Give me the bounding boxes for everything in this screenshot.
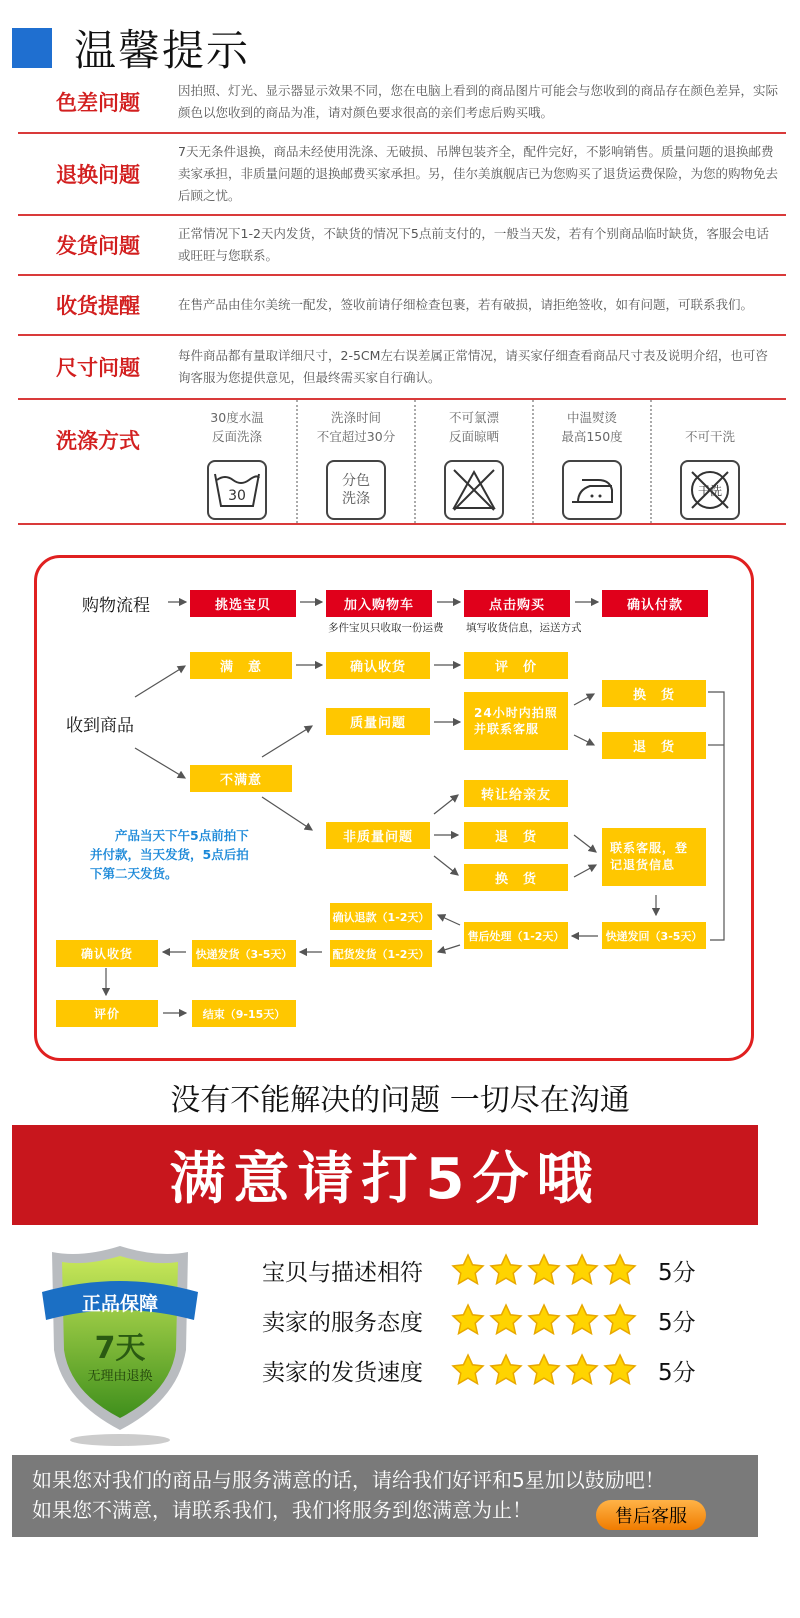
notice-text: 7天无条件退换，商品未经使用洗涤、无破损、吊牌包装齐全，配件完好，不影响销售。质量问题的退换邮费卖家承担，非质量问题的退换邮费买家承担。另，佳尔美旗舰店已为您购买了退货运费保险，为您的购物免去后顾之忧。	[178, 144, 779, 203]
box-after-sale: 售后处理（1-2天）	[464, 922, 568, 949]
notice-label: 色差问题	[56, 91, 140, 115]
slogan: 没有不能解决的问题 一切尽在沟通	[170, 1083, 630, 1118]
star-icon	[602, 1252, 638, 1288]
rating-label: 卖家的服务态度	[262, 1309, 423, 1336]
wash-tub-icon	[207, 460, 267, 520]
star-icon	[450, 1352, 486, 1388]
notice-row-size	[18, 336, 786, 400]
footer-line-2: 如果您不满意，请联系我们，我们将服务到您满意为止！	[32, 1498, 532, 1522]
notice-text: 在售产品由佳尔美统一配发，签收前请仔细检查包裹，若有破损，请拒绝签收，如有问题，可联系我们。	[178, 297, 754, 312]
guarantee-shield-icon	[40, 1240, 200, 1450]
notice-row-shipping	[18, 216, 786, 276]
svg-text:干洗: 干洗	[697, 484, 723, 498]
box-contact-service: 联系客服，登记退货信息	[602, 828, 706, 886]
no-dry-clean-icon	[680, 460, 740, 520]
wash-row	[18, 400, 786, 525]
rating-label: 宝贝与描述相符	[262, 1259, 423, 1286]
box-end: 结束（9-15天）	[192, 1000, 296, 1027]
notice-label: 收货提醒	[56, 294, 140, 318]
step-select: 挑选宝贝	[190, 590, 296, 617]
notice-label: 退换问题	[56, 163, 140, 187]
box-express: 快递发货（3-5天）	[192, 940, 296, 967]
wash-item: 不可氯漂 反面晾晒	[414, 400, 532, 523]
notice-row-receipt	[18, 276, 786, 336]
rating-value: 5分	[658, 1359, 696, 1386]
shopping-flow-label: 购物流程	[82, 596, 150, 616]
box-review: 评 价	[464, 652, 568, 679]
box-non-quality: 非质量问题	[326, 822, 430, 849]
notice-row-return	[18, 134, 786, 216]
separate-wash-icon: 分色洗涤	[326, 460, 386, 520]
star-icon	[488, 1352, 524, 1388]
step-cart: 加入购物车	[326, 590, 432, 617]
step-note-info: 填写收货信息，运送方式	[466, 622, 582, 634]
header-square-icon	[12, 28, 52, 68]
star-rating	[450, 1352, 650, 1388]
box-satisfied: 满 意	[190, 652, 292, 679]
shipping-note: 产品当天下午5点前拍下并付款，当天发货，5点后拍下第二天发货。	[90, 828, 249, 881]
star-icon	[526, 1352, 562, 1388]
wash-item: 中温熨烫 最高150度	[532, 400, 650, 523]
box-unsatisfied: 不满意	[190, 765, 292, 792]
wash-item: 30度水温 反面洗涤 30	[178, 400, 296, 523]
wash-item: 不可干洗 干洗	[650, 400, 768, 523]
rating-row	[262, 1350, 722, 1390]
star-icon	[564, 1252, 600, 1288]
svg-text:正品保障: 正品保障	[81, 1293, 159, 1315]
star-icon	[450, 1252, 486, 1288]
star-icon	[602, 1302, 638, 1338]
step-buy: 点击购买	[464, 590, 570, 617]
wash-item: 洗涤时间 不宜超过30分 分色洗涤	[296, 400, 414, 523]
box-confirm-receipt: 确认收货	[326, 652, 430, 679]
after-sale-service-button[interactable]: 售后客服	[596, 1500, 706, 1530]
notice-row-color	[18, 72, 786, 134]
rating-value: 5分	[658, 1309, 696, 1336]
iron-icon	[562, 460, 622, 520]
star-icon	[564, 1302, 600, 1338]
box-review2: 评价	[56, 1000, 158, 1027]
svg-text:无理由退换: 无理由退换	[87, 1369, 153, 1384]
rating-row	[262, 1250, 722, 1290]
box-return2: 退 货	[464, 822, 568, 849]
notice-label: 洗涤方式	[56, 429, 140, 453]
box-exchange: 换 货	[602, 680, 706, 707]
notice-text: 因拍照、灯光、显示器显示效果不同，您在电脑上看到的商品图片可能会与您收到的商品存在颜色差异，实际颜色以您收到的商品为准，请对颜色要求很高的亲们考虑后购买哦。	[178, 83, 779, 120]
receive-label: 收到商品	[66, 716, 134, 736]
box-return: 退 货	[602, 732, 706, 759]
star-icon	[526, 1302, 562, 1338]
star-icon	[488, 1252, 524, 1288]
box-photo-contact: 24小时内拍照并联系客服	[464, 692, 568, 750]
star-icon	[450, 1302, 486, 1338]
step-note-freight: 多件宝贝只收取一份运费	[328, 622, 444, 634]
star-icon	[526, 1252, 562, 1288]
box-transfer: 转让给亲友	[464, 780, 568, 807]
box-confirm-receipt2: 确认收货	[56, 940, 158, 967]
star-icon	[602, 1352, 638, 1388]
footer-line-1: 如果您对我们的商品与服务满意的话，请给我们好评和5星加以鼓励吧！	[32, 1468, 665, 1492]
box-dispatch: 配货发货（1-2天）	[330, 940, 432, 967]
rating-label: 卖家的发货速度	[262, 1359, 423, 1386]
box-ship-back: 快递发回（3-5天）	[602, 922, 706, 949]
box-exchange2: 换 货	[464, 864, 568, 891]
svg-text:7天: 7天	[94, 1331, 146, 1366]
box-refund-confirm: 确认退款（1-2天）	[330, 903, 432, 930]
notice-text: 每件商品都有量取详细尺寸，2-5CM左右误差属正常情况，请买家仔细查看商品尺寸表及说明介绍，也可咨询客服为您提供意见，但最终需买家自行确认。	[178, 348, 768, 385]
rate-banner	[12, 1125, 758, 1225]
notice-table	[18, 72, 786, 525]
rating-row	[262, 1300, 722, 1340]
step-pay: 确认付款	[602, 590, 708, 617]
banner-text: 满意请打5分哦	[169, 1147, 601, 1212]
star-icon	[488, 1302, 524, 1338]
notice-label: 发货问题	[56, 234, 140, 258]
star-icon	[564, 1352, 600, 1388]
page-title: 温馨提示	[74, 26, 251, 75]
notice-text: 正常情况下1-2天内发货，不缺货的情况下5点前支付的，一般当天发，若有个别商品临时缺货，客服会电话或旺旺与您联系。	[178, 226, 769, 263]
rating-value: 5分	[658, 1259, 696, 1286]
box-quality: 质量问题	[326, 708, 430, 735]
notice-label: 尺寸问题	[56, 356, 140, 380]
svg-text:30: 30	[228, 488, 246, 504]
star-rating	[450, 1302, 650, 1338]
no-bleach-icon	[444, 460, 504, 520]
page-header	[12, 18, 250, 78]
star-rating	[450, 1252, 650, 1288]
